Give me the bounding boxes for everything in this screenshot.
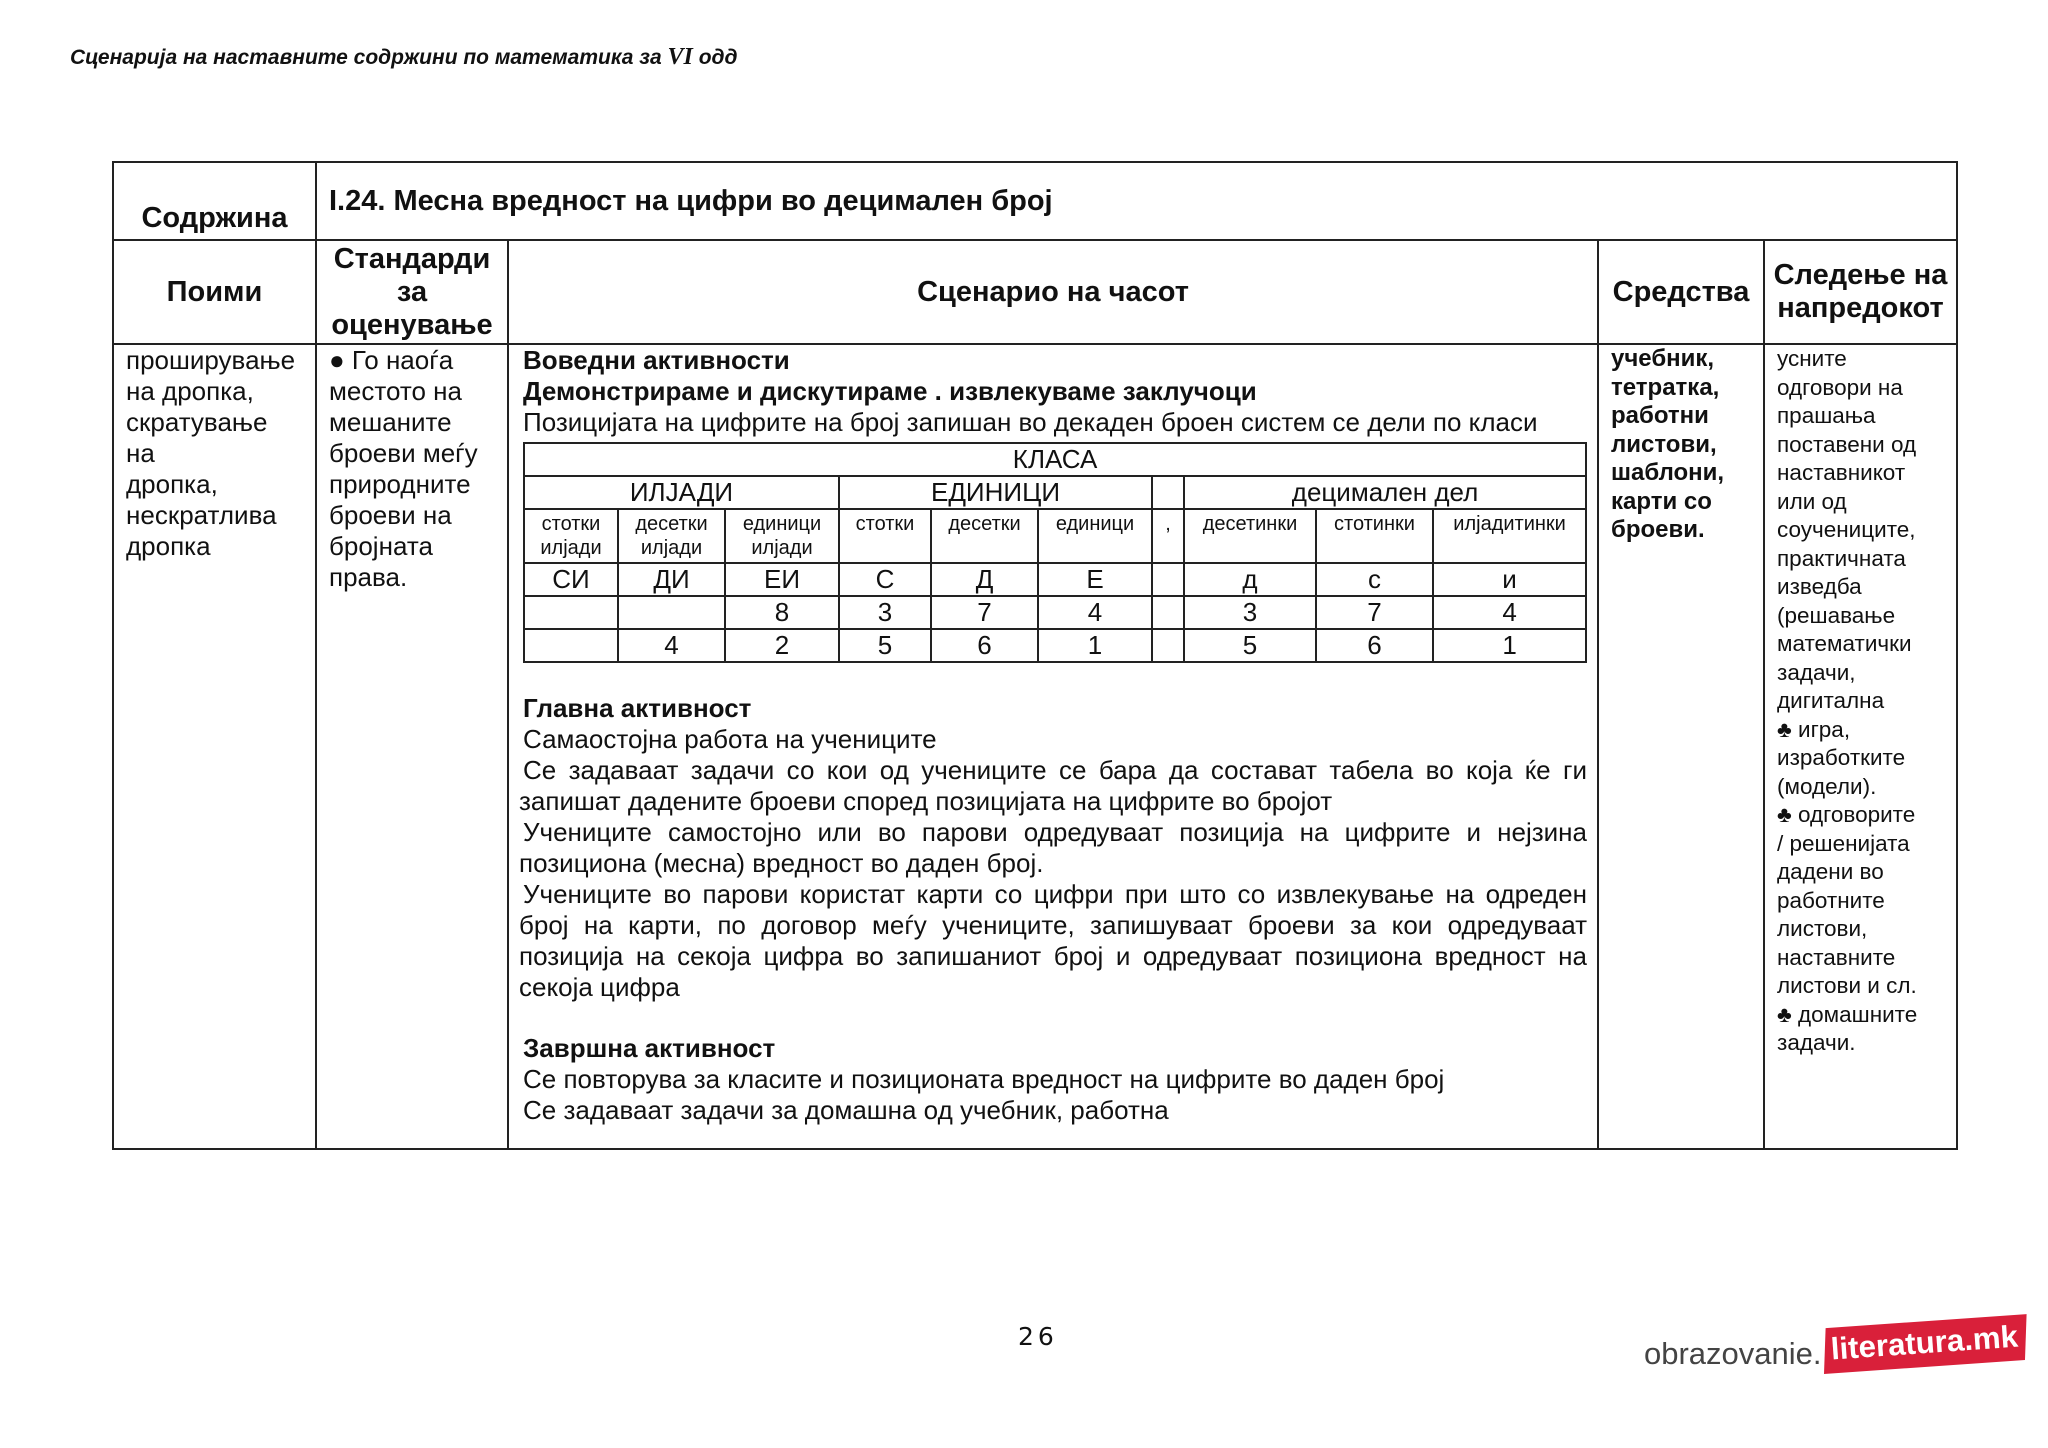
cell-line: мешаните xyxy=(329,407,452,437)
content-label: Содржина xyxy=(113,162,316,240)
cell-line: местото на xyxy=(329,376,462,406)
class-table-cell: 4 xyxy=(1433,596,1586,629)
cell-line: тетратка, xyxy=(1611,373,1720,401)
class-table-cell: 8 xyxy=(725,596,839,629)
positions-row xyxy=(524,509,1586,563)
tracking-list xyxy=(1777,345,1950,1058)
cell-line: броеви на xyxy=(329,500,452,530)
standards-list xyxy=(329,345,499,593)
content-row xyxy=(113,344,1957,1149)
lesson-table xyxy=(112,161,1958,1150)
class-table-cell: и xyxy=(1433,563,1586,596)
class-table-cell: 6 xyxy=(931,629,1038,662)
header-title-text: Сценарија на наставните содржини по математика за xyxy=(70,46,662,69)
class-table-cell: Д xyxy=(931,563,1038,596)
cell-line: на xyxy=(126,438,155,468)
class-table-cell: 3 xyxy=(839,596,931,629)
cell-line: дропка, xyxy=(126,469,218,499)
logo-badge xyxy=(1824,1314,2027,1374)
lesson-row xyxy=(113,162,1957,240)
cell-line: поставени од xyxy=(1777,431,1917,457)
main-activity-p4: Учениците во парови користат карти со цифри при што со извлекување на одреден број на карти, по договор меѓу учениците, запишуваат броеви за кои одредуваат позиција на секоја цифра во запишаниот број и одредуваат позициона вредност на секоја цифра xyxy=(519,879,1587,1002)
class-table-cell: ЕИ xyxy=(725,563,839,596)
cell-line: права. xyxy=(329,562,408,592)
cell-line: практичната xyxy=(1777,545,1906,571)
main-activity-p2: Се задаваат задачи со кои од учениците се бара да состават табела во која ќе ги запишат дадените броеви според позицијата на цифрите во бројот xyxy=(519,755,1587,816)
column-header-tracking: Следење на напредокот xyxy=(1764,240,1957,344)
cell-line: / решенијата xyxy=(1777,830,1910,856)
class-table-cell: десетки xyxy=(931,509,1038,563)
class-table-cell: 7 xyxy=(931,596,1038,629)
cell-line: прашања xyxy=(1777,403,1876,428)
class-table-cell xyxy=(1152,563,1184,596)
class-table-cell: 6 xyxy=(1316,629,1433,662)
column-header-terms: Поими xyxy=(113,240,316,344)
class-table-cell: 2 xyxy=(725,629,839,662)
class-table-cell: стотки xyxy=(839,509,931,563)
cell-line: листови, xyxy=(1611,430,1717,458)
page-number: 26 xyxy=(1018,1322,1058,1351)
cell-line: дадени во xyxy=(1777,859,1884,884)
class-table-cell: единици xyxy=(1038,509,1152,563)
intro-title: Воведни активности xyxy=(523,345,790,375)
class-table-cell: 1 xyxy=(1038,629,1152,662)
means-list xyxy=(1611,345,1755,545)
cell-line: учебник, xyxy=(1611,345,1715,372)
cell-line: проширување xyxy=(126,345,296,375)
class-table-cell: 4 xyxy=(618,629,725,662)
cell-line: броеви. xyxy=(1611,516,1705,543)
column-header-scenario: Сценарио на часот xyxy=(508,240,1598,344)
cell-line: наставникот xyxy=(1777,460,1906,485)
cell-line: (модели). xyxy=(1777,773,1877,799)
scenario-cell xyxy=(508,344,1598,1149)
cell-line: ♣ игра, xyxy=(1777,716,1851,742)
class-table-cell: стотинки xyxy=(1316,509,1433,563)
column-header-row xyxy=(113,240,1957,344)
cell-line: ♣ домашните xyxy=(1777,1001,1918,1027)
class-table-cell: 5 xyxy=(839,629,931,662)
cell-line: изведба xyxy=(1777,574,1862,599)
header-grade-suffix: одд xyxy=(698,46,738,69)
class-table-cell xyxy=(1152,596,1184,629)
class-table-cell: илјадитинки xyxy=(1433,509,1586,563)
tracking-cell xyxy=(1764,344,1957,1149)
class-table-cell: стотки илјади xyxy=(524,509,618,563)
cell-line: листови, xyxy=(1777,916,1868,941)
main-activity-p1: Самаостојна работа на учениците xyxy=(523,724,937,754)
class-table-cell xyxy=(618,596,725,629)
main-activity-p3: Учениците самостојно или во парови одредуваат позиција на цифрите и нејзина позициона (месна) вредност во даден број. xyxy=(519,817,1587,878)
cell-line: изработките xyxy=(1777,745,1906,770)
abbreviations-row xyxy=(524,563,1586,596)
class-table-cell xyxy=(524,596,618,629)
cell-line: работни xyxy=(1611,402,1709,429)
class-table-cell: , xyxy=(1152,509,1184,563)
page-header-title xyxy=(70,44,738,71)
cell-line: скратување xyxy=(126,407,268,437)
class-table-cell: ДИ xyxy=(618,563,725,596)
publisher-logo xyxy=(1644,1318,2024,1374)
cell-line: работните xyxy=(1777,887,1885,913)
final-activity-title: Завршна активност xyxy=(523,1033,776,1063)
cell-line: ● Го наоѓа xyxy=(329,345,454,375)
main-activity-title: Главна активност xyxy=(523,693,752,723)
cell-line: задачи. xyxy=(1777,1030,1856,1055)
terms-list xyxy=(126,345,307,562)
class-table-cell: единици илјади xyxy=(725,509,839,563)
standards-cell xyxy=(316,344,508,1149)
cell-line: листови и сл. xyxy=(1777,973,1917,998)
class-table-cell: с xyxy=(1316,563,1433,596)
logo-text-right: literatura.mk xyxy=(1829,1318,2019,1367)
group-separator xyxy=(1152,476,1184,509)
cell-line: на дропка, xyxy=(126,376,254,406)
number-row-1 xyxy=(524,596,1586,629)
intro-subtitle: Демонстрираме и дискутираме . извлекуваме заклучоци xyxy=(523,376,1257,406)
cell-line: нескратлива xyxy=(126,500,277,530)
class-table-cell: д xyxy=(1184,563,1316,596)
class-table-title: КЛАСА xyxy=(524,443,1586,476)
intro-text: Позицијата на цифрите на број запишан во декаден броен систем се дели по класи xyxy=(523,407,1538,437)
cell-line: наставните xyxy=(1777,944,1896,970)
class-table-cell xyxy=(524,629,618,662)
cell-line: шаблони, xyxy=(1611,459,1725,486)
cell-line: математички xyxy=(1777,631,1912,656)
class-table-cell xyxy=(1152,629,1184,662)
class-table-cell: десетинки xyxy=(1184,509,1316,563)
lesson-title: I.24. Месна вредност на цифри во децимален број xyxy=(316,162,1957,240)
column-header-standards: Стандарди за оценување xyxy=(316,240,508,344)
group-decimal: децимален дел xyxy=(1184,476,1586,509)
cell-line: задачи, xyxy=(1777,659,1856,685)
cell-line: природните xyxy=(329,469,471,499)
place-value-table xyxy=(523,442,1587,663)
class-table-cell: десетки илјади xyxy=(618,509,725,563)
cell-line: одговори на xyxy=(1777,374,1903,400)
final-activity-p1: Се повторува за класите и позиционата вредност на цифрите во даден број xyxy=(523,1064,1445,1094)
cell-line: усните xyxy=(1777,346,1847,371)
header-grade: VI xyxy=(667,44,693,70)
class-table-cell: 5 xyxy=(1184,629,1316,662)
class-table-cell: СИ xyxy=(524,563,618,596)
class-table-cell: 4 xyxy=(1038,596,1152,629)
cell-line: броеви меѓу xyxy=(329,438,478,468)
cell-line: бројната xyxy=(329,531,433,561)
class-table-cell: 1 xyxy=(1433,629,1586,662)
class-table-cell: 7 xyxy=(1316,596,1433,629)
class-table-cell: Е xyxy=(1038,563,1152,596)
terms-cell xyxy=(113,344,316,1149)
class-table-cell: С xyxy=(839,563,931,596)
cell-line: карти со xyxy=(1611,487,1712,515)
number-row-2 xyxy=(524,629,1586,662)
cell-line: дигитална xyxy=(1777,688,1885,713)
column-header-means: Средства xyxy=(1598,240,1764,344)
cell-line: дропка xyxy=(126,531,211,561)
final-activity-p2: Се задаваат задачи за домашна од учебник, работна xyxy=(523,1095,1169,1125)
class-table-cell: 3 xyxy=(1184,596,1316,629)
group-units: ЕДИНИЦИ xyxy=(839,476,1152,509)
cell-line: ♣ одговорите xyxy=(1777,802,1916,827)
cell-line: (решавање xyxy=(1777,602,1896,628)
group-thousands: ИЛЈАДИ xyxy=(524,476,839,509)
logo-text-left: obrazovanie. xyxy=(1644,1336,1822,1371)
means-cell xyxy=(1598,344,1764,1149)
cell-line: или од xyxy=(1777,488,1847,514)
cell-line: соучениците, xyxy=(1777,517,1916,542)
